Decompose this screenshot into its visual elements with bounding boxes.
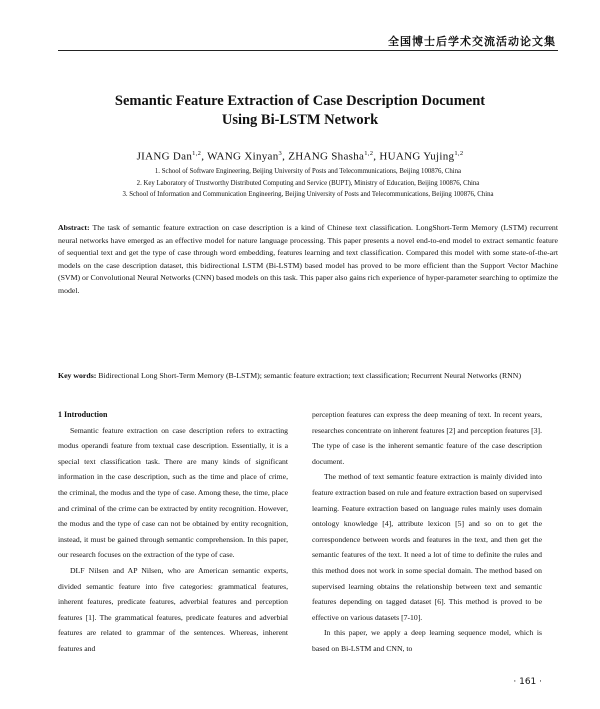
author-name: WANG Xinyan [207, 150, 279, 163]
author-name: ZHANG Shasha [288, 150, 365, 163]
section-heading: 1 Introduction [58, 410, 108, 419]
title-line-1: Semantic Feature Extraction of Case Description Document [114, 93, 486, 109]
author-affil-mark: 1,2 [192, 150, 202, 157]
affiliation: 1. School of Software Engineering, Beijing University of Posts and Telecommunications, Beijing 100876, China [154, 168, 462, 175]
body-paragraph: DLF Nilsen and AP Nilsen, who are American semantic experts, divided semantic feature into five categories: grammatical features, inherent features, predicate features, adverbial features and perception features [1]. The grammatical features, predicate features and adverbial features are related to grammar of the sentences. Whereas, inherent features and [58, 565, 288, 653]
abstract [58, 222, 558, 298]
paper-title [0, 92, 600, 130]
abstract-label: Abstract: [58, 223, 90, 232]
right-column [312, 407, 542, 657]
body-paragraph: In this paper, we apply a deep learning sequence model, which is based on Bi-LSTM and CNN, to [312, 628, 542, 653]
affiliation: 2. Key Laboratory of Trustworthy Distributed Computing and Service (BUPT), Ministry of Education, Beijing 100876, China [136, 179, 480, 187]
title-line-2: Using Bi-LSTM Network [221, 112, 379, 128]
affiliations [58, 166, 558, 201]
running-head: 全国博士后学术交流活动论文集 [388, 35, 556, 48]
author-affil-mark: 1,2 [454, 150, 464, 157]
author-name: JIANG Dan [136, 150, 193, 163]
body-paragraph: perception features can express the deep meaning of text. In recent years, researches concentrate on inherent features [2] and perception features [3]. The type of case is the inherent semantic feature of the case description document. [312, 410, 542, 466]
body-paragraph: The method of text semantic feature extraction is mainly divided into feature extraction based on rule and feature extraction based on supervised learning. Feature extraction based on language rules mainly uses domain ontology knowledge [4], attribute lexicon [5] and so on to get the correspondence between words and features in the text, and then get the semantic features of the text. It need a lot of time to definite the rules and this method does not work in some special domain. The method based on supervised learning obtains the relationship between text and semantic features depending on tagged dataset [6]. This method is proved to be effective on various datasets [7-10]. [312, 472, 542, 622]
affiliation: 3. School of Information and Communication Engineering, Beijing University of Posts and Telecommunications, Beijing 100876, China [122, 191, 494, 198]
abstract-text: The task of semantic feature extraction on case description is a kind of Chinese text classification. LongShort-Term Memory (LSTM) recurrent neural networks have emerged as an effective model for nature language processing. This paper presents a novel end-to-end model to extract semantic feature of sequential text and get the type of case through word embedding, features learning and text classification. Compared this model with some state-of-the-art models on the case description dataset, this bidirectional LSTM (Bi-LSTM) based model has proved to be more efficient than the Support Vector Machine (SVM) or Convolutional Neural Networks (CNN) based models on this task. This paper also gains rich experience of hyper-parameter searching to optimize the model. [58, 223, 558, 295]
header-rule [58, 50, 558, 51]
keywords-label: Key words: [58, 371, 97, 380]
author-list: JIANG Dan$^{1,2}$, WANG Xinyan$^3$, ZHANG Shasha$^{1,2}$, HUANG Yujing$^{1,2}$ [136, 150, 464, 163]
body-paragraph: Semantic feature extraction on case description refers to extracting modus operandi feature from textual case description. Essentially, it is a special text classification task. There are many kinds of significant information in the case description, such as the time and place of crime, the criminal, the modus and the type of case. Among these, the time, place and criminal of the crime can be extracted by entity recognition. However, the modus and the type of case can not be obtained by entity recognition, instead, it must be gained through semantic comprehension. In this paper, our research focuses on the extraction of the type of case. [58, 425, 288, 560]
author-affil-mark: 3 [278, 150, 283, 157]
keywords [58, 370, 558, 383]
author-name: HUANG Yujing [379, 150, 455, 163]
author-affil-mark: 1,2 [364, 150, 374, 157]
left-column [58, 407, 288, 657]
keywords-text: Bidirectional Long Short-Term Memory (B-LSTM); semantic feature extraction; text classification; Recurrent Neural Networks (RNN) [98, 371, 522, 380]
page-number: · 161 · [513, 677, 542, 687]
